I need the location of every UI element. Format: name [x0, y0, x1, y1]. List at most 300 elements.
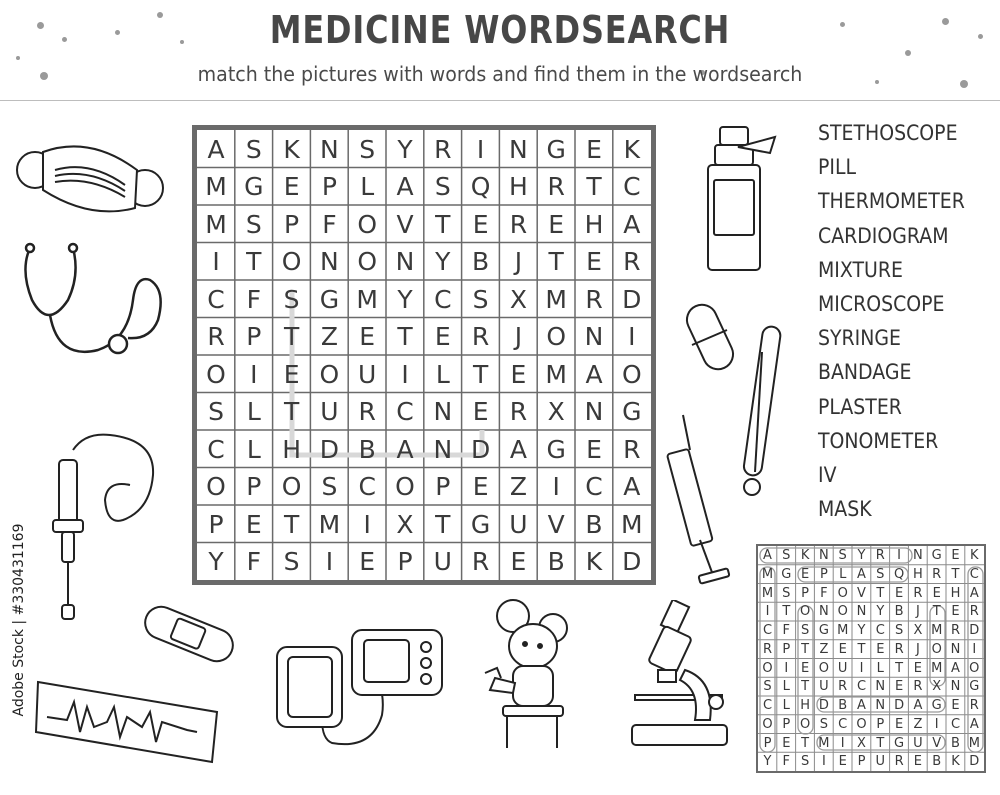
grid-letter: D [319, 434, 340, 464]
answer-key-letter: E [800, 660, 810, 676]
word-item: IV [818, 462, 837, 487]
answer-key-letter: A [857, 566, 866, 582]
answer-key-letter: C [856, 679, 867, 695]
word-item: THERMOMETER [818, 189, 965, 214]
answer-key-letter: H [800, 698, 810, 713]
answer-key-letter: U [837, 660, 848, 676]
answer-key-letter: T [782, 604, 791, 620]
answer-key-letter: N [875, 698, 886, 713]
grid-letter: P [208, 509, 224, 539]
answer-key-letter: N [819, 604, 829, 620]
answer-key-letter: P [857, 754, 866, 770]
grid-letter: P [397, 547, 413, 576]
answer-key-letter: L [876, 660, 884, 676]
grid-letter: D [622, 284, 642, 314]
answer-key-letter: A [969, 585, 979, 601]
grid-letter: O [319, 359, 340, 389]
grid-letter: P [284, 209, 300, 239]
word-item: MASK [818, 497, 872, 522]
word-item: PLASTER [818, 394, 902, 419]
grid-letter: I [401, 359, 409, 389]
thermometer-icon [738, 322, 788, 502]
grid-letter: X [509, 284, 527, 314]
answer-key-letter: O [762, 716, 773, 732]
answer-key-letter: C [969, 566, 979, 582]
answer-key-letter: T [951, 566, 960, 582]
grid-letter: J [514, 247, 523, 276]
answer-key-letter: U [819, 679, 829, 695]
grid-letter: Q [470, 172, 491, 201]
answer-key-letter: E [932, 585, 941, 601]
answer-key-letter: E [894, 716, 904, 732]
answer-key-letter: Y [763, 754, 772, 770]
grid-letter: E [472, 209, 489, 239]
grid-letter: S [434, 172, 451, 201]
answer-key-letter: E [838, 754, 847, 770]
grid-letter: G [546, 134, 566, 164]
answer-key-letter: E [913, 754, 922, 770]
grid-letter: S [472, 284, 489, 314]
grid-letter: B [358, 434, 376, 464]
grid-letter: L [246, 397, 261, 426]
answer-key-letter: A [763, 548, 772, 563]
answer-key-letter: X [857, 735, 866, 751]
grid-letter: M [205, 172, 227, 201]
grid-letter: E [283, 359, 300, 389]
grid-letter: N [433, 397, 453, 426]
answer-key-letter: X [913, 623, 923, 638]
answer-key-letter: X [932, 679, 942, 695]
grid-letter: C [585, 472, 603, 501]
answer-key-letter: J [915, 604, 920, 620]
word-item: MICROSCOPE [818, 291, 945, 316]
answer-key-letter: E [894, 679, 904, 695]
mouse-icon [465, 598, 575, 750]
grid-letter: H [584, 209, 604, 239]
page-subtitle: match the pictures with words and find them in the wordsearch [197, 62, 803, 86]
grid-letter: M [205, 209, 227, 239]
grid-letter: E [510, 359, 527, 389]
answer-key-letter: S [763, 679, 772, 695]
grid-letter: R [623, 434, 641, 464]
mask-icon [15, 130, 165, 225]
answer-key-letter: R [950, 623, 961, 638]
answer-key-letter: A [857, 698, 866, 713]
answer-key-letter: P [876, 716, 885, 732]
answer-key-letter: D [894, 698, 905, 713]
answer-key-letter: Z [819, 641, 829, 657]
answer-key-letter: S [782, 585, 791, 601]
answer-key-letter: T [895, 660, 904, 676]
grid-letter: N [320, 134, 339, 164]
word-list [818, 118, 981, 528]
pill-icon [682, 300, 742, 375]
answer-key-letter: I [897, 548, 902, 563]
grid-letter: B [547, 547, 565, 576]
grid-letter: U [358, 359, 377, 389]
answer-key-letter: T [932, 604, 941, 620]
grid-letter: S [245, 134, 262, 164]
answer-key-letter: N [819, 548, 829, 563]
answer-key-letter: S [819, 716, 829, 732]
word-item: PILL [818, 155, 857, 180]
answer-key-letter: O [931, 641, 942, 657]
answer-key-letter: R [913, 585, 923, 601]
word-item: CARDIOGRAM [818, 223, 949, 248]
grid-letter: T [586, 172, 602, 201]
grid-letter: R [509, 397, 528, 426]
grid-letter: D [470, 434, 491, 464]
grid-letter: A [396, 172, 414, 201]
grid-letter: E [245, 509, 262, 539]
grid-letter: Z [509, 472, 527, 501]
answer-key-letter: T [857, 641, 866, 657]
grid-letter: G [470, 509, 491, 539]
answer-key-letter: E [913, 660, 922, 676]
answer-key-letter: R [894, 754, 904, 770]
answer-key-letter: C [875, 623, 885, 638]
answer-key-letter: B [951, 735, 960, 751]
answer-key-letter: I [784, 660, 789, 676]
grid-letter: O [395, 472, 415, 501]
grid-letter: K [585, 547, 603, 576]
answer-key-letter: J [915, 641, 920, 657]
answer-key-letter: I [934, 716, 939, 732]
answer-key-letter: T [801, 679, 810, 695]
answer-key-letter: R [913, 679, 923, 695]
grid-letter: M [621, 509, 643, 539]
grid-letter: S [245, 209, 262, 239]
plaster-icon [135, 598, 240, 673]
grid-letter: A [623, 209, 641, 239]
grid-letter: O [357, 247, 378, 276]
grid-letter: S [321, 472, 338, 501]
answer-key-letter: S [800, 623, 810, 638]
wordsearch-grid [192, 125, 656, 585]
grid-letter: E [586, 134, 602, 164]
grid-letter: E [510, 547, 527, 576]
grid-letter: M [545, 359, 567, 389]
answer-key-letter: S [838, 548, 847, 563]
answer-key-letter: S [876, 566, 885, 582]
answer-key-letter: I [821, 754, 826, 770]
grid-letter: M [545, 284, 567, 314]
grid-letter: D [622, 547, 642, 576]
grid-letter: N [584, 322, 604, 351]
answer-key-letter: P [763, 735, 772, 751]
answer-key-letter: F [782, 754, 791, 770]
answer-key-letter: Z [913, 716, 923, 732]
answer-key-letter: L [782, 679, 790, 695]
answer-key-letter: E [951, 604, 960, 620]
answer-key-letter: G [931, 548, 942, 563]
grid-letter: O [546, 322, 567, 351]
grid-letter: O [357, 209, 378, 239]
grid-letter: T [283, 322, 300, 351]
answer-key-letter: R [932, 566, 942, 582]
answer-key-letter: S [894, 623, 904, 638]
answer-key-letter: E [876, 641, 885, 657]
grid-letter: I [325, 547, 334, 576]
grid-letter: Z [320, 322, 338, 351]
answer-key-letter: N [856, 604, 867, 620]
grid-letter: R [585, 284, 603, 314]
answer-key-letter: C [950, 716, 961, 732]
grid-letter: O [281, 247, 302, 276]
answer-key-letter: C [762, 698, 773, 713]
grid-letter: E [472, 397, 489, 426]
grid-letter: O [206, 472, 226, 501]
grid-letter: Y [397, 134, 413, 164]
answer-key-letter: G [969, 679, 980, 695]
answer-key-letter: K [800, 548, 810, 563]
grid-letter: R [471, 322, 490, 351]
grid-letter: X [547, 397, 565, 426]
answer-key-letter: R [762, 641, 773, 657]
answer-key-letter: C [762, 623, 773, 638]
grid-letter: P [246, 322, 262, 351]
grid-letter: T [548, 247, 564, 276]
grid-letter: G [319, 284, 340, 314]
grid-letter: T [435, 509, 451, 539]
grid-letter: Y [397, 284, 413, 314]
grid-letter: O [206, 359, 226, 389]
answer-key-letter: O [837, 604, 848, 620]
grid-letter: N [584, 397, 604, 426]
answer-key-letter: O [856, 716, 867, 732]
grid-letter: F [246, 284, 261, 314]
grid-letter: L [246, 434, 261, 464]
answer-key-letter: S [800, 754, 810, 770]
grid-letter: N [509, 134, 528, 164]
answer-key-letter: H [913, 566, 923, 582]
answer-key-letter: D [969, 754, 980, 770]
stock-id-label [8, 523, 30, 717]
grid-letter: I [628, 322, 636, 351]
answer-key-letter: E [951, 548, 960, 563]
answer-key-letter: I [972, 641, 977, 657]
grid-letter: T [472, 359, 489, 389]
answer-key-letter: R [875, 548, 885, 563]
answer-key-letter: U [875, 754, 886, 770]
answer-key-letter: S [782, 548, 791, 563]
grid-letter: K [283, 134, 300, 164]
decor-dot [37, 22, 44, 29]
answer-key-letter: A [913, 698, 923, 713]
grid-letter: P [246, 472, 262, 501]
answer-key-letter: O [762, 660, 773, 676]
stock-id-text: Adobe Stock | #330431169 [11, 523, 27, 717]
answer-key-letter: T [876, 585, 885, 601]
answer-key-letter: M [837, 623, 849, 638]
grid-letter: L [435, 359, 450, 389]
grid-letter: H [282, 434, 301, 464]
grid-letter: I [212, 247, 220, 276]
answer-key-letter: D [818, 698, 829, 713]
answer-key-letter: O [969, 660, 980, 676]
answer-key-letter: P [801, 585, 810, 601]
grid-letter: A [509, 434, 527, 464]
answer-key-letter: Y [876, 604, 885, 620]
grid-letter: R [434, 134, 452, 164]
answer-key-letter: O [837, 585, 848, 601]
grid-letter: T [397, 322, 413, 351]
answer-key-letter: M [968, 735, 980, 751]
grid-letter: T [246, 247, 262, 276]
answer-key-letter: P [819, 566, 828, 582]
grid-letter: E [359, 322, 376, 351]
answer-key-letter: E [894, 585, 904, 601]
answer-key-letter: V [857, 585, 866, 601]
grid-letter: B [585, 509, 603, 539]
answer-key-letter: M [761, 585, 774, 601]
grid-letter: Y [208, 547, 224, 576]
grid-letter: G [622, 397, 642, 426]
grid-letter: R [207, 322, 225, 351]
answer-key-letter: A [951, 660, 960, 676]
answer-key-letter: K [970, 548, 979, 563]
microscope-icon [630, 600, 730, 750]
grid-letter: T [283, 397, 300, 426]
answer-key-letter: G [931, 698, 942, 713]
grid-letter: X [396, 509, 414, 539]
grid-letter: I [476, 134, 485, 164]
answer-key-letter: N [875, 679, 886, 695]
grid-letter: S [359, 134, 376, 164]
answer-key-letter: H [950, 585, 961, 601]
answer-key-letter: B [838, 698, 848, 713]
grid-letter: R [623, 247, 641, 276]
grid-letter: I [250, 359, 258, 389]
answer-key-letter: N [950, 641, 961, 657]
word-item: BANDAGE [818, 360, 912, 385]
grid-letter: P [435, 472, 451, 501]
answer-key-letter: R [894, 641, 904, 657]
grid-letter: G [546, 434, 566, 464]
answer-key-letter: U [913, 735, 923, 751]
grid-letter: S [283, 547, 300, 576]
grid-letter: R [358, 397, 376, 426]
answer-key-letter: E [951, 698, 960, 713]
answer-key-letter: R [838, 679, 848, 695]
grid-letter: R [471, 547, 490, 576]
answer-key-letter: G [818, 623, 829, 638]
grid-letter: R [547, 172, 565, 201]
answer-key-letter: Q [893, 566, 905, 582]
grid-letter: C [207, 284, 225, 314]
grid-letter: C [396, 397, 414, 426]
grid-letter: O [621, 359, 642, 389]
grid-letter: N [320, 247, 339, 276]
grid-letter: P [321, 172, 337, 201]
answer-key-letter: F [782, 623, 791, 638]
answer-key-letter: R [969, 698, 979, 713]
grid-letter: O [281, 472, 302, 501]
stethoscope-icon [18, 240, 168, 390]
grid-letter: V [547, 509, 565, 539]
answer-key-letter: M [761, 566, 774, 582]
answer-key-letter: M [931, 660, 943, 676]
header-divider [0, 100, 1000, 101]
grid-letter: A [207, 134, 225, 164]
answer-key-letter: I [859, 660, 864, 676]
grid-letter: U [433, 547, 452, 576]
word-item: SYRINGE [818, 326, 901, 351]
answer-key-letter: N [913, 548, 923, 563]
grid-letter: C [434, 284, 452, 314]
answer-key-letter: D [969, 623, 980, 638]
answer-key-letter: L [839, 566, 847, 582]
grid-letter: E [548, 209, 565, 239]
answer-key-letter: M [931, 623, 943, 638]
grid-letter: E [586, 434, 602, 464]
grid-letter: N [433, 434, 453, 464]
decor-dot [16, 56, 20, 60]
answer-key-letter: E [838, 641, 847, 657]
grid-letter: F [322, 209, 337, 239]
answer-key-letter: T [801, 735, 810, 751]
grid-letter: I [552, 472, 560, 501]
grid-letter: E [283, 172, 300, 201]
grid-letter: L [360, 172, 375, 201]
grid-letter: S [208, 397, 224, 426]
answer-key-letter: E [782, 735, 791, 751]
grid-letter: A [396, 434, 414, 464]
grid-letter: T [435, 209, 451, 239]
bottle-icon [700, 125, 790, 275]
grid-letter: F [246, 547, 261, 576]
grid-letter: C [207, 434, 225, 464]
grid-letter: K [623, 134, 640, 164]
grid-letter: G [244, 172, 264, 201]
grid-letter: U [320, 397, 339, 426]
cardiogram-icon [32, 672, 222, 767]
answer-key-letter: G [781, 566, 792, 582]
answer-key-letter: G [894, 735, 905, 751]
answer-key-letter: T [801, 641, 810, 657]
grid-letter: A [623, 472, 641, 501]
grid-letter: A [585, 359, 603, 389]
grid-letter: C [358, 472, 376, 501]
answer-key-letter: O [799, 716, 811, 732]
answer-key-letter: I [840, 735, 845, 751]
decor-dot [62, 37, 67, 42]
grid-letter: H [508, 172, 528, 201]
answer-key-grid [756, 544, 986, 773]
grid-letter: E [586, 247, 602, 276]
answer-key-letter: P [782, 641, 791, 657]
syringe-icon [665, 410, 745, 590]
grid-letter: B [472, 247, 490, 276]
answer-key-letter: O [818, 660, 829, 676]
answer-key-letter: M [818, 735, 830, 751]
answer-key-letter: B [932, 754, 942, 770]
tonometer-icon [272, 625, 447, 755]
grid-letter: S [283, 284, 300, 314]
grid-letter: T [283, 509, 300, 539]
decor-dot [942, 18, 949, 25]
grid-letter: M [356, 284, 378, 314]
answer-key-letter: V [932, 735, 942, 751]
answer-key-letter: B [894, 604, 904, 620]
answer-key-letter: N [950, 679, 961, 695]
answer-key-letter: Y [857, 623, 866, 638]
answer-key-letter: C [838, 716, 848, 732]
grid-letter: C [623, 172, 641, 201]
answer-key-letter: L [782, 698, 790, 713]
grid-letter: E [472, 472, 489, 501]
page-title: MEDICINE WORDSEARCH [269, 8, 731, 52]
